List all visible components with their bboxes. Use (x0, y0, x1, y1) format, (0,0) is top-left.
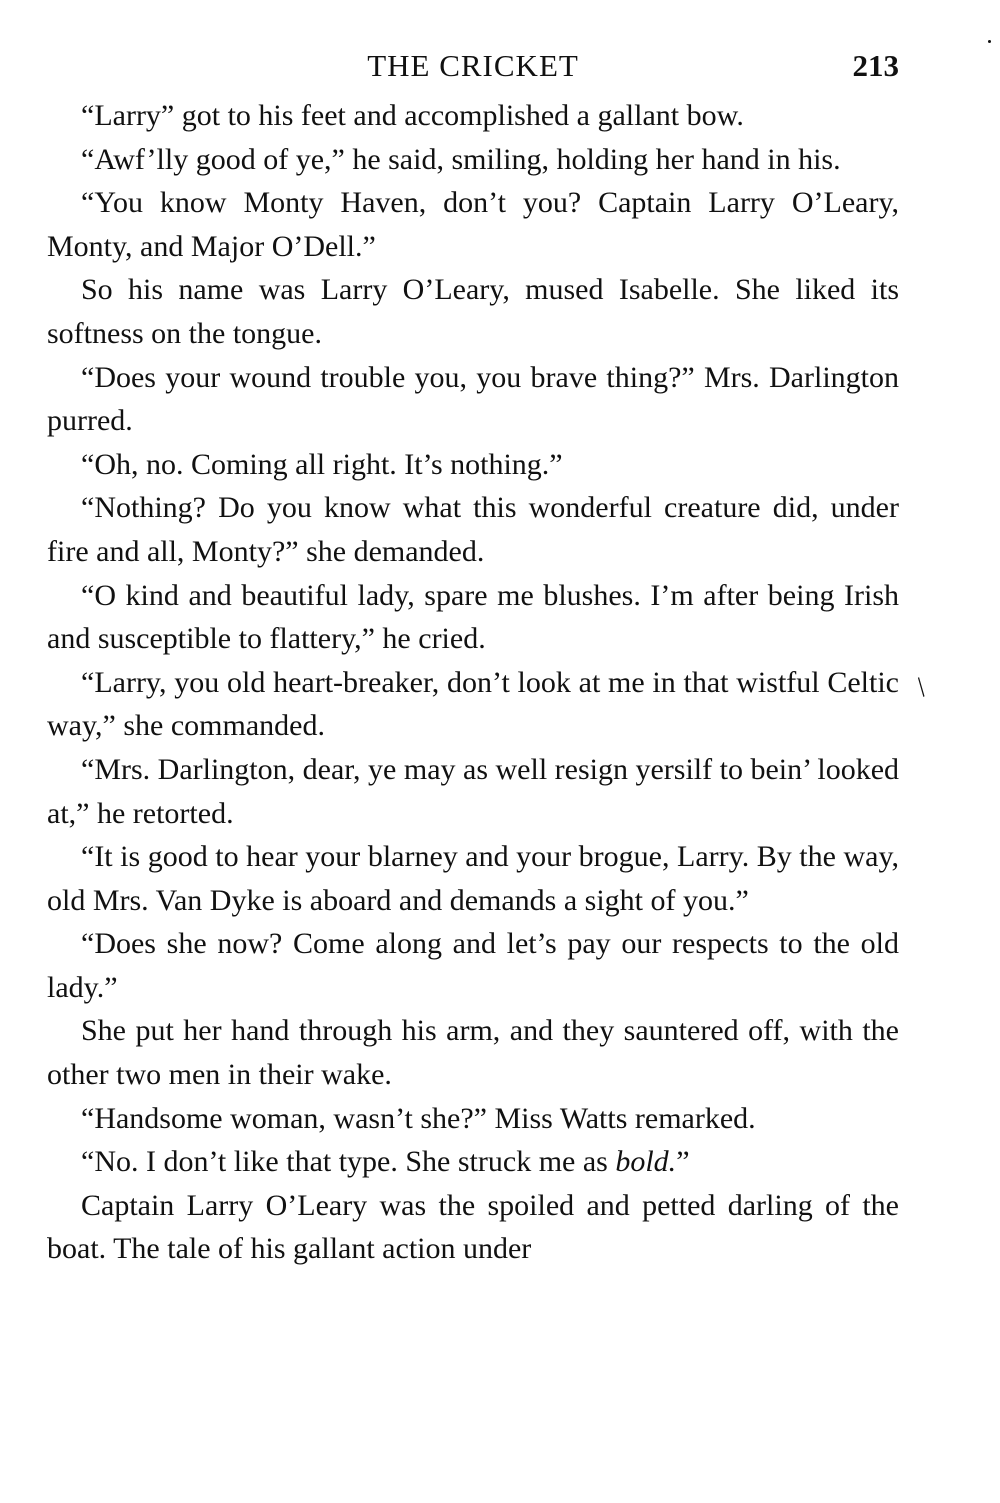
emphasized-word: bold. (615, 1145, 677, 1179)
paragraph: She put her hand through his arm, and they sauntered off, with the other two men in their wake. (47, 1014, 899, 1092)
running-title: THE CRICKET (367, 48, 579, 83)
paragraph: “You know Monty Haven, don’t you? Captain Larry O’Leary, Monty, and Major O’Dell.” (47, 186, 899, 263)
paragraph: So his name was Larry O’Leary, mused Isabelle. She liked its softness on the tongue. (47, 273, 899, 350)
paragraph: Captain Larry O’Leary was the spoiled and petted darling of the boat. The tale of his gallant action under (47, 1188, 899, 1266)
page-header (47, 38, 899, 94)
margin-pencil-mark: / (909, 672, 934, 703)
paragraph: “It is good to hear your blarney and your brogue, Larry. By the way, old Mrs. Van Dyke is aboard and demands a sight of you.” (47, 840, 899, 917)
paragraph: “Handsome woman, wasn’t she?” Miss Watts remarked. (81, 1101, 756, 1135)
paragraph: “Awf’lly good of ye,” he said, smiling, holding her hand in his. (81, 142, 841, 176)
body-text (47, 94, 899, 1271)
paragraph: “O kind and beautiful lady, spare me blushes. I’m after being Irish and susceptible to flattery,” he cried. (47, 578, 899, 656)
paragraph: “Larry” got to his feet and accomplished a gallant bow. (81, 99, 744, 132)
paragraph-text: “No. I don’t like that type. She struck me as (81, 1145, 616, 1179)
paragraph: “Does she now? Come along and let’s pay our respects to the old lady.” (47, 927, 899, 1004)
page-number: 213 (852, 48, 899, 83)
paragraph: “Larry, you old heart-breaker, don’t look at me in that wistful Celtic way,” she commanded. (47, 665, 899, 743)
paragraph: “Nothing? Do you know what this wonderful creature did, under fire and all, Monty?” she demanded. (47, 491, 899, 568)
paragraph: “Oh, no. Coming all right. It’s nothing.” (81, 447, 563, 481)
paragraph-with-emphasis (47, 1140, 899, 1184)
paragraph: “Does your wound trouble you, you brave thing?” Mrs. Darlington purred. (47, 360, 899, 438)
paragraph: “Mrs. Darlington, dear, ye may as well resign yersilf to bein’ looked at,” he retorted. (47, 752, 900, 830)
book-page (47, 38, 899, 1271)
paragraph-text: ” (676, 1145, 690, 1179)
scan-speck (988, 40, 991, 43)
